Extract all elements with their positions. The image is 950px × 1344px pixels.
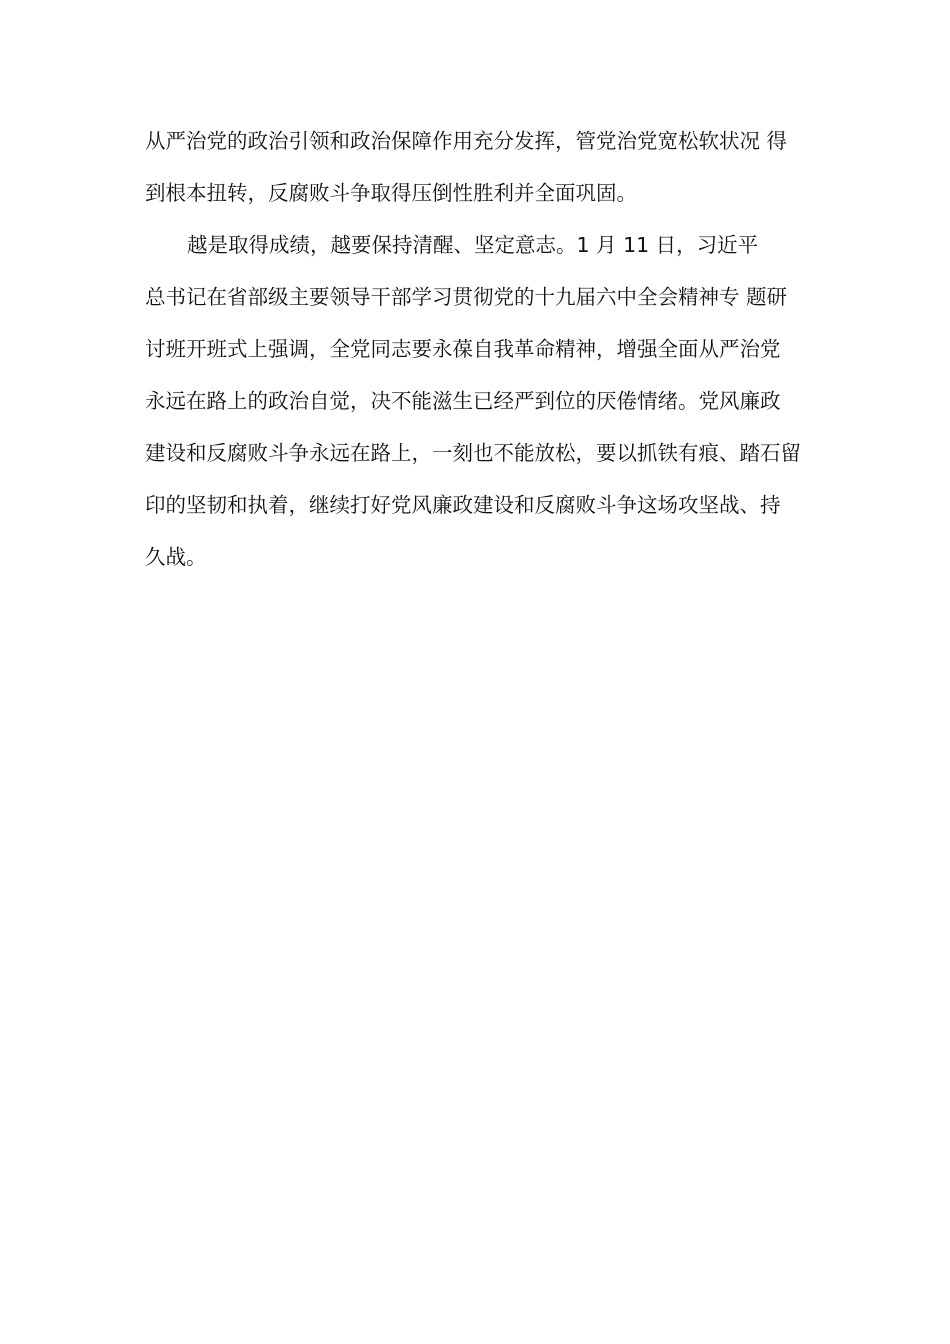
paragraph-line: 印的坚韧和执着，继续打好党风廉政建设和反腐败斗争这场攻坚战、持 (145, 493, 781, 517)
paragraph-1 (145, 120, 825, 224)
document-body (145, 120, 825, 588)
paragraph-line: 永远在路上的政治自觉，决不能滋生已经严到位的厌倦情绪。党风廉政 (145, 389, 781, 413)
paragraph-line: 久战。 (145, 545, 207, 569)
paragraph-2 (145, 224, 825, 588)
paragraph-line: 讨班开班式上强调，全党同志要永葆自我革命精神，增强全面从严治党 (145, 337, 781, 361)
paragraph-line: 建设和反腐败斗争永远在路上，一刻也不能放松，要以抓铁有痕、踏石留 (145, 441, 801, 465)
paragraph-line: 从严治党的政治引领和政治保障作用充分发挥，管党治党宽松软状况 得 (145, 129, 788, 153)
paragraph-line: 越是取得成绩，越要保持清醒、坚定意志。1 月 11 日，习近平 (187, 233, 759, 257)
paragraph-line: 总书记在省部级主要领导干部学习贯彻党的十九届六中全会精神专 题研 (145, 285, 788, 309)
paragraph-line: 到根本扭转，反腐败斗争取得压倒性胜利并全面巩固。 (145, 181, 637, 205)
